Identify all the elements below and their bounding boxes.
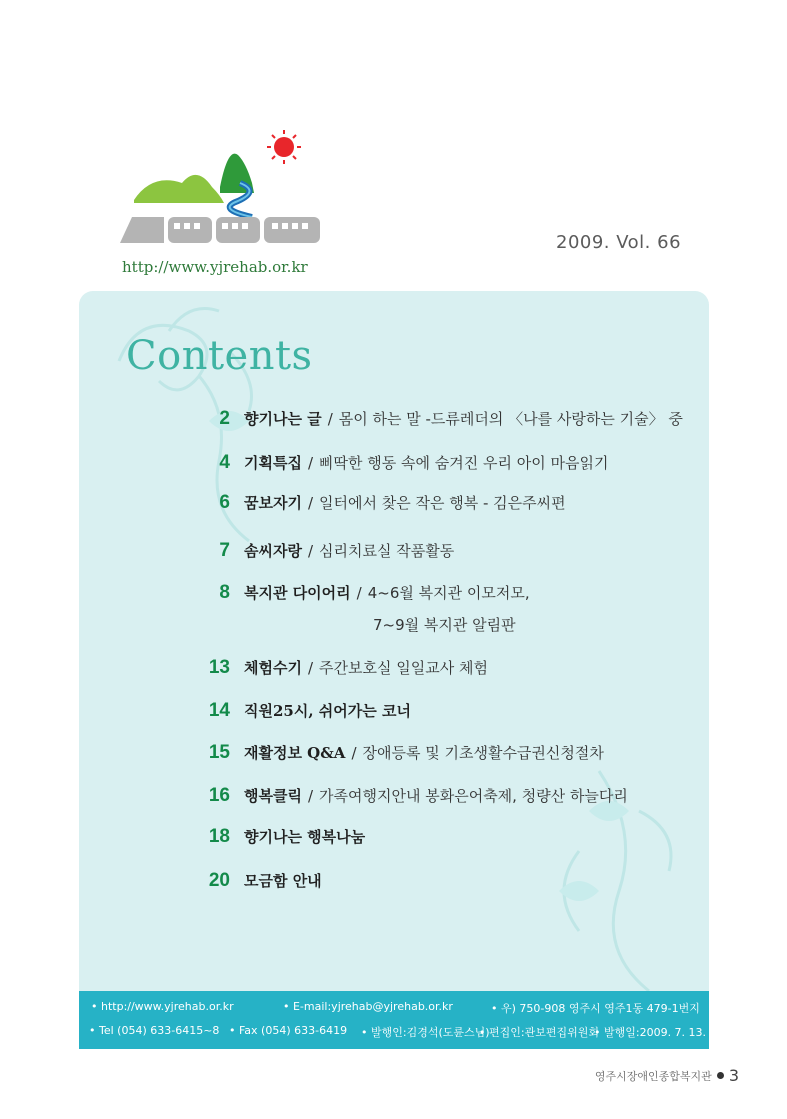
contents-title: Contents xyxy=(126,333,313,379)
toc-page-number: 20 xyxy=(208,870,230,891)
toc-separator: / xyxy=(307,659,314,677)
toc-separator: / xyxy=(307,454,314,472)
toc-description: 삐딱한 행동 속에 숨겨진 우리 아이 마음읽기 xyxy=(319,454,609,472)
toc-section: 재활정보 Q&A xyxy=(244,744,346,762)
toc-section: 직원25시, 쉬어가는 코너 xyxy=(244,702,411,720)
toc-separator: / xyxy=(327,410,333,428)
toc-description: 4~6월 복지관 이모저모, xyxy=(367,584,530,602)
toc-page-number: 6 xyxy=(219,492,230,513)
page-number: 3 xyxy=(728,1066,739,1085)
footer-website[interactable]: • http://www.yjrehab.or.kr xyxy=(91,1000,234,1013)
toc-section: 기획특집 xyxy=(244,454,302,472)
page-footer xyxy=(595,1066,739,1085)
toc-separator: / xyxy=(307,542,314,560)
footer-address: • 우) 750-908 영주시 영주1동 479-1번지 xyxy=(491,1002,700,1015)
toc-separator: / xyxy=(307,787,314,805)
toc-item[interactable] xyxy=(182,408,683,430)
toc-item[interactable] xyxy=(182,700,411,722)
toc-page-number: 8 xyxy=(219,582,230,603)
toc-section: 솜씨자랑 xyxy=(244,542,302,560)
toc-item[interactable] xyxy=(182,742,604,764)
toc-description: 일터에서 찾은 작은 행복 - 김은주씨편 xyxy=(319,494,566,512)
footer-editor: • 편집인:관보편집위원회 xyxy=(479,1026,599,1039)
toc-section: 향기나는 글 xyxy=(244,410,322,428)
toc-description: 주간보호실 일일교사 체험 xyxy=(319,659,488,677)
footer-email[interactable]: • E-mail:yjrehab@yjrehab.or.kr xyxy=(283,1000,453,1013)
toc-item[interactable] xyxy=(182,540,454,562)
toc-item[interactable] xyxy=(182,826,365,848)
toc-item[interactable] xyxy=(182,452,608,474)
toc-description: 심리치료실 작품활동 xyxy=(319,542,455,560)
floral-ornament-icon xyxy=(79,291,709,991)
toc-separator: / xyxy=(307,494,314,512)
toc-item[interactable] xyxy=(182,870,322,892)
toc-section: 행복클릭 xyxy=(244,787,302,805)
toc-item[interactable] xyxy=(182,492,566,514)
sun-icon xyxy=(267,130,301,164)
toc-page-number: 18 xyxy=(208,826,230,847)
toc-page-number: 16 xyxy=(208,785,230,806)
toc-separator: / xyxy=(351,744,357,762)
toc-separator: / xyxy=(356,584,362,602)
toc-page-number: 2 xyxy=(219,408,230,429)
footer-date: • 발행일:2009. 7. 13. xyxy=(594,1026,707,1039)
contents-panel xyxy=(79,291,709,991)
issue-label: 2009. Vol. 66 xyxy=(556,232,682,253)
toc-page-number: 4 xyxy=(219,452,230,473)
footer-info-bar xyxy=(79,991,709,1049)
organization-name: 영주시장애인종합복지관 xyxy=(594,1069,712,1083)
logo-url: http://www.yjrehab.or.kr xyxy=(122,258,308,276)
toc-section: 복지관 다이어리 xyxy=(244,584,351,602)
toc-description: 가족여행지안내 봉화은어축제, 청량산 하늘다리 xyxy=(319,787,628,805)
toc-section: 꿈보자기 xyxy=(244,494,302,512)
toc-item[interactable] xyxy=(182,785,628,807)
footer-fax: • Fax (054) 633-6419 xyxy=(229,1024,348,1037)
toc-item[interactable] xyxy=(182,657,488,679)
toc-description-continued: 7~9월 복지관 알림판 xyxy=(373,616,516,634)
toc-description: 장애등록 및 기초생활수급권신청절차 xyxy=(362,744,604,762)
toc-page-number: 7 xyxy=(219,540,230,561)
toc-page-number: 15 xyxy=(208,742,230,763)
toc-section: 체험수기 xyxy=(244,659,302,677)
footer-tel: • Tel (054) 633-6415~8 xyxy=(89,1024,220,1037)
toc-description: 몸이 하는 말 -드류레더의 〈나를 사랑하는 기술〉 중 xyxy=(338,410,683,428)
toc-section: 모금함 안내 xyxy=(244,872,322,890)
footer-publisher: • 발행인:김경석(도륜스님) xyxy=(361,1026,490,1039)
toc-page-number: 13 xyxy=(208,657,230,678)
toc-item[interactable] xyxy=(182,582,530,604)
bullet-icon xyxy=(717,1072,724,1079)
toc-page-number: 14 xyxy=(208,700,230,721)
toc-section: 향기나는 행복나눔 xyxy=(244,828,366,846)
